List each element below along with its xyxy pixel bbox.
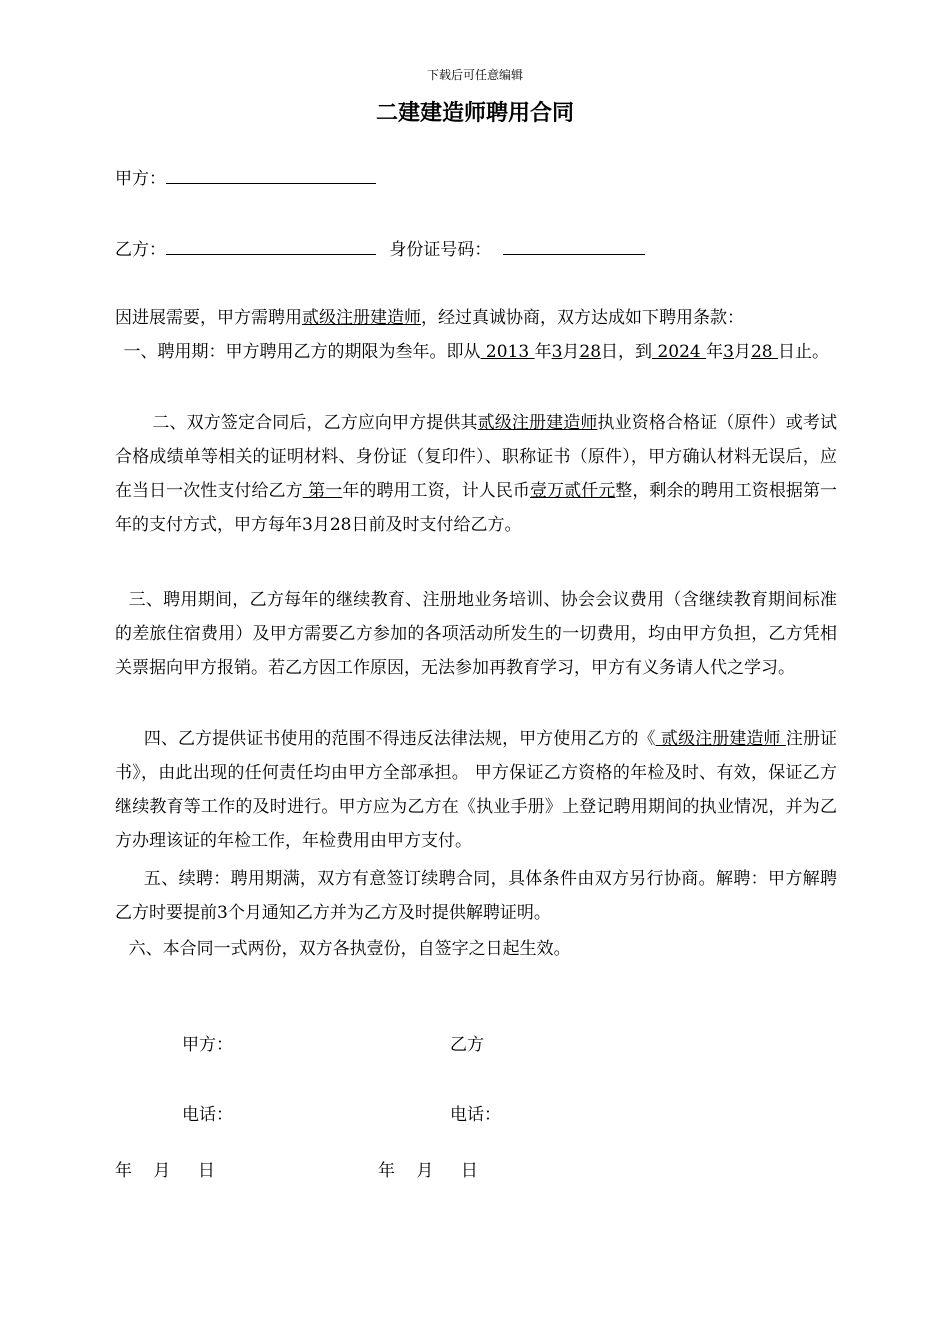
clause-2-text-a: 二、双方签定合同后，乙方应向甲方提供其 bbox=[152, 413, 478, 433]
clause-1-month-text: 月 bbox=[562, 342, 580, 362]
id-blank bbox=[503, 236, 645, 255]
clause-4-text-b: 注册证书》，由此出现的任何责任均由甲方全部承担。 甲方保证乙方资格的年检及时、有效，保证乙方继续教育等工作的及时进行。甲方应为乙方在《执业手册》上登记聘用期间的执业情况，并为乙方办理该证的年检工作，年检费用由甲方支付。 bbox=[115, 729, 838, 851]
start-month: 3 bbox=[551, 342, 563, 362]
position-name: 贰级注册建造师 bbox=[302, 308, 421, 328]
clause-2-text-d: 整，剩余的聘用工资根据第一年的支付方式，甲方每年3月28日前及时支付给乙方。 bbox=[115, 481, 838, 535]
start-day: 28 bbox=[579, 342, 602, 362]
clause-4 bbox=[115, 722, 837, 858]
party-b-blank bbox=[166, 236, 376, 255]
clause-2-text-c: 年的聘用工资，计人民币 bbox=[342, 481, 530, 501]
clause-1-end-month-text: 月 bbox=[733, 342, 751, 362]
clause-1-year-text: 年 bbox=[534, 342, 552, 362]
party-b-label: 乙方： bbox=[115, 240, 166, 260]
payment-amount: 壹万贰仟元 bbox=[529, 481, 616, 501]
signature-party-b: 乙方 bbox=[450, 1035, 484, 1055]
certificate-title: 贰级注册建造师 bbox=[655, 729, 786, 749]
intro-text: 因进展需要，甲方需聘用 bbox=[115, 308, 302, 328]
date-year: 年 bbox=[115, 1161, 132, 1181]
date-year: 年 bbox=[378, 1161, 395, 1181]
clause-4-text-a: 四、乙方提供证书使用的范围不得违反法律法规，甲方使用乙方的《 bbox=[143, 729, 656, 749]
end-year: 2024 bbox=[652, 342, 707, 362]
party-a-line bbox=[115, 165, 376, 191]
intro-paragraph bbox=[115, 301, 837, 335]
date-party-b bbox=[378, 1156, 478, 1181]
clause-3: 三、聘用期间，乙方每年的继续教育、注册地业务培训、协会会议费用（含继续教育期间标准的差旅住宿费用）及甲方需要乙方参加的各项活动所发生的一切费用，均由甲方负担，乙方凭相关票据向甲方报销。若乙方因工作原因，无法参加再教育学习，甲方有义务请人代之学习。 bbox=[115, 590, 837, 678]
date-month: 月 bbox=[153, 1161, 171, 1181]
payment-year: 第一 bbox=[302, 481, 343, 501]
clause-1-end-year-text: 年 bbox=[706, 342, 724, 362]
intro-text-end: ，经过真诚协商，双方达成如下聘用条款： bbox=[421, 308, 744, 328]
party-a-blank bbox=[166, 165, 376, 184]
start-year: 2013 bbox=[480, 342, 535, 362]
clause-6: 六、本合同一式两份，双方各执壹份，自签字之日起生效。 bbox=[128, 939, 571, 959]
id-label: 身份证号码： bbox=[389, 240, 492, 260]
end-month: 3 bbox=[723, 342, 734, 362]
clause-2 bbox=[115, 406, 837, 542]
phone-party-b: 电话： bbox=[450, 1105, 501, 1125]
clause-2-text-b: 执业资格合格证（原件）或考试合格成绩单等相关的证明材料、身份证（复印件）、职称证书（原件），甲方确认材料无误后，应在当日一次性支付给乙方 bbox=[115, 413, 838, 501]
date-day: 日 bbox=[460, 1161, 478, 1181]
clause-1-end-text: 日止。 bbox=[778, 342, 829, 362]
date-month: 月 bbox=[416, 1161, 434, 1181]
date-party-a bbox=[115, 1156, 215, 1181]
date-day: 日 bbox=[197, 1161, 215, 1181]
document-title: 二建建造师聘用合同 bbox=[375, 100, 574, 126]
header-note: 下载后可任意编辑 bbox=[426, 68, 523, 82]
phone-party-a: 电话： bbox=[182, 1105, 233, 1125]
certificate-name: 贰级注册建造师 bbox=[477, 413, 598, 433]
party-b-line bbox=[115, 236, 645, 262]
party-a-label: 甲方： bbox=[115, 169, 166, 189]
clause-1-text: 一、聘用期：甲方聘用乙方的期限为叁年。即从 bbox=[123, 342, 481, 362]
signature-party-a: 甲方： bbox=[182, 1035, 233, 1055]
clause-1 bbox=[115, 335, 837, 369]
clause-1-to-text: 日，到 bbox=[601, 342, 653, 362]
clause-5: 五、续聘：聘用期满，双方有意签订续聘合同，具体条件由双方另行协商。解聘：甲方解聘乙方时要提前3个月通知乙方并为乙方及时提供解聘证明。 bbox=[115, 869, 837, 923]
end-day: 28 bbox=[750, 342, 778, 362]
